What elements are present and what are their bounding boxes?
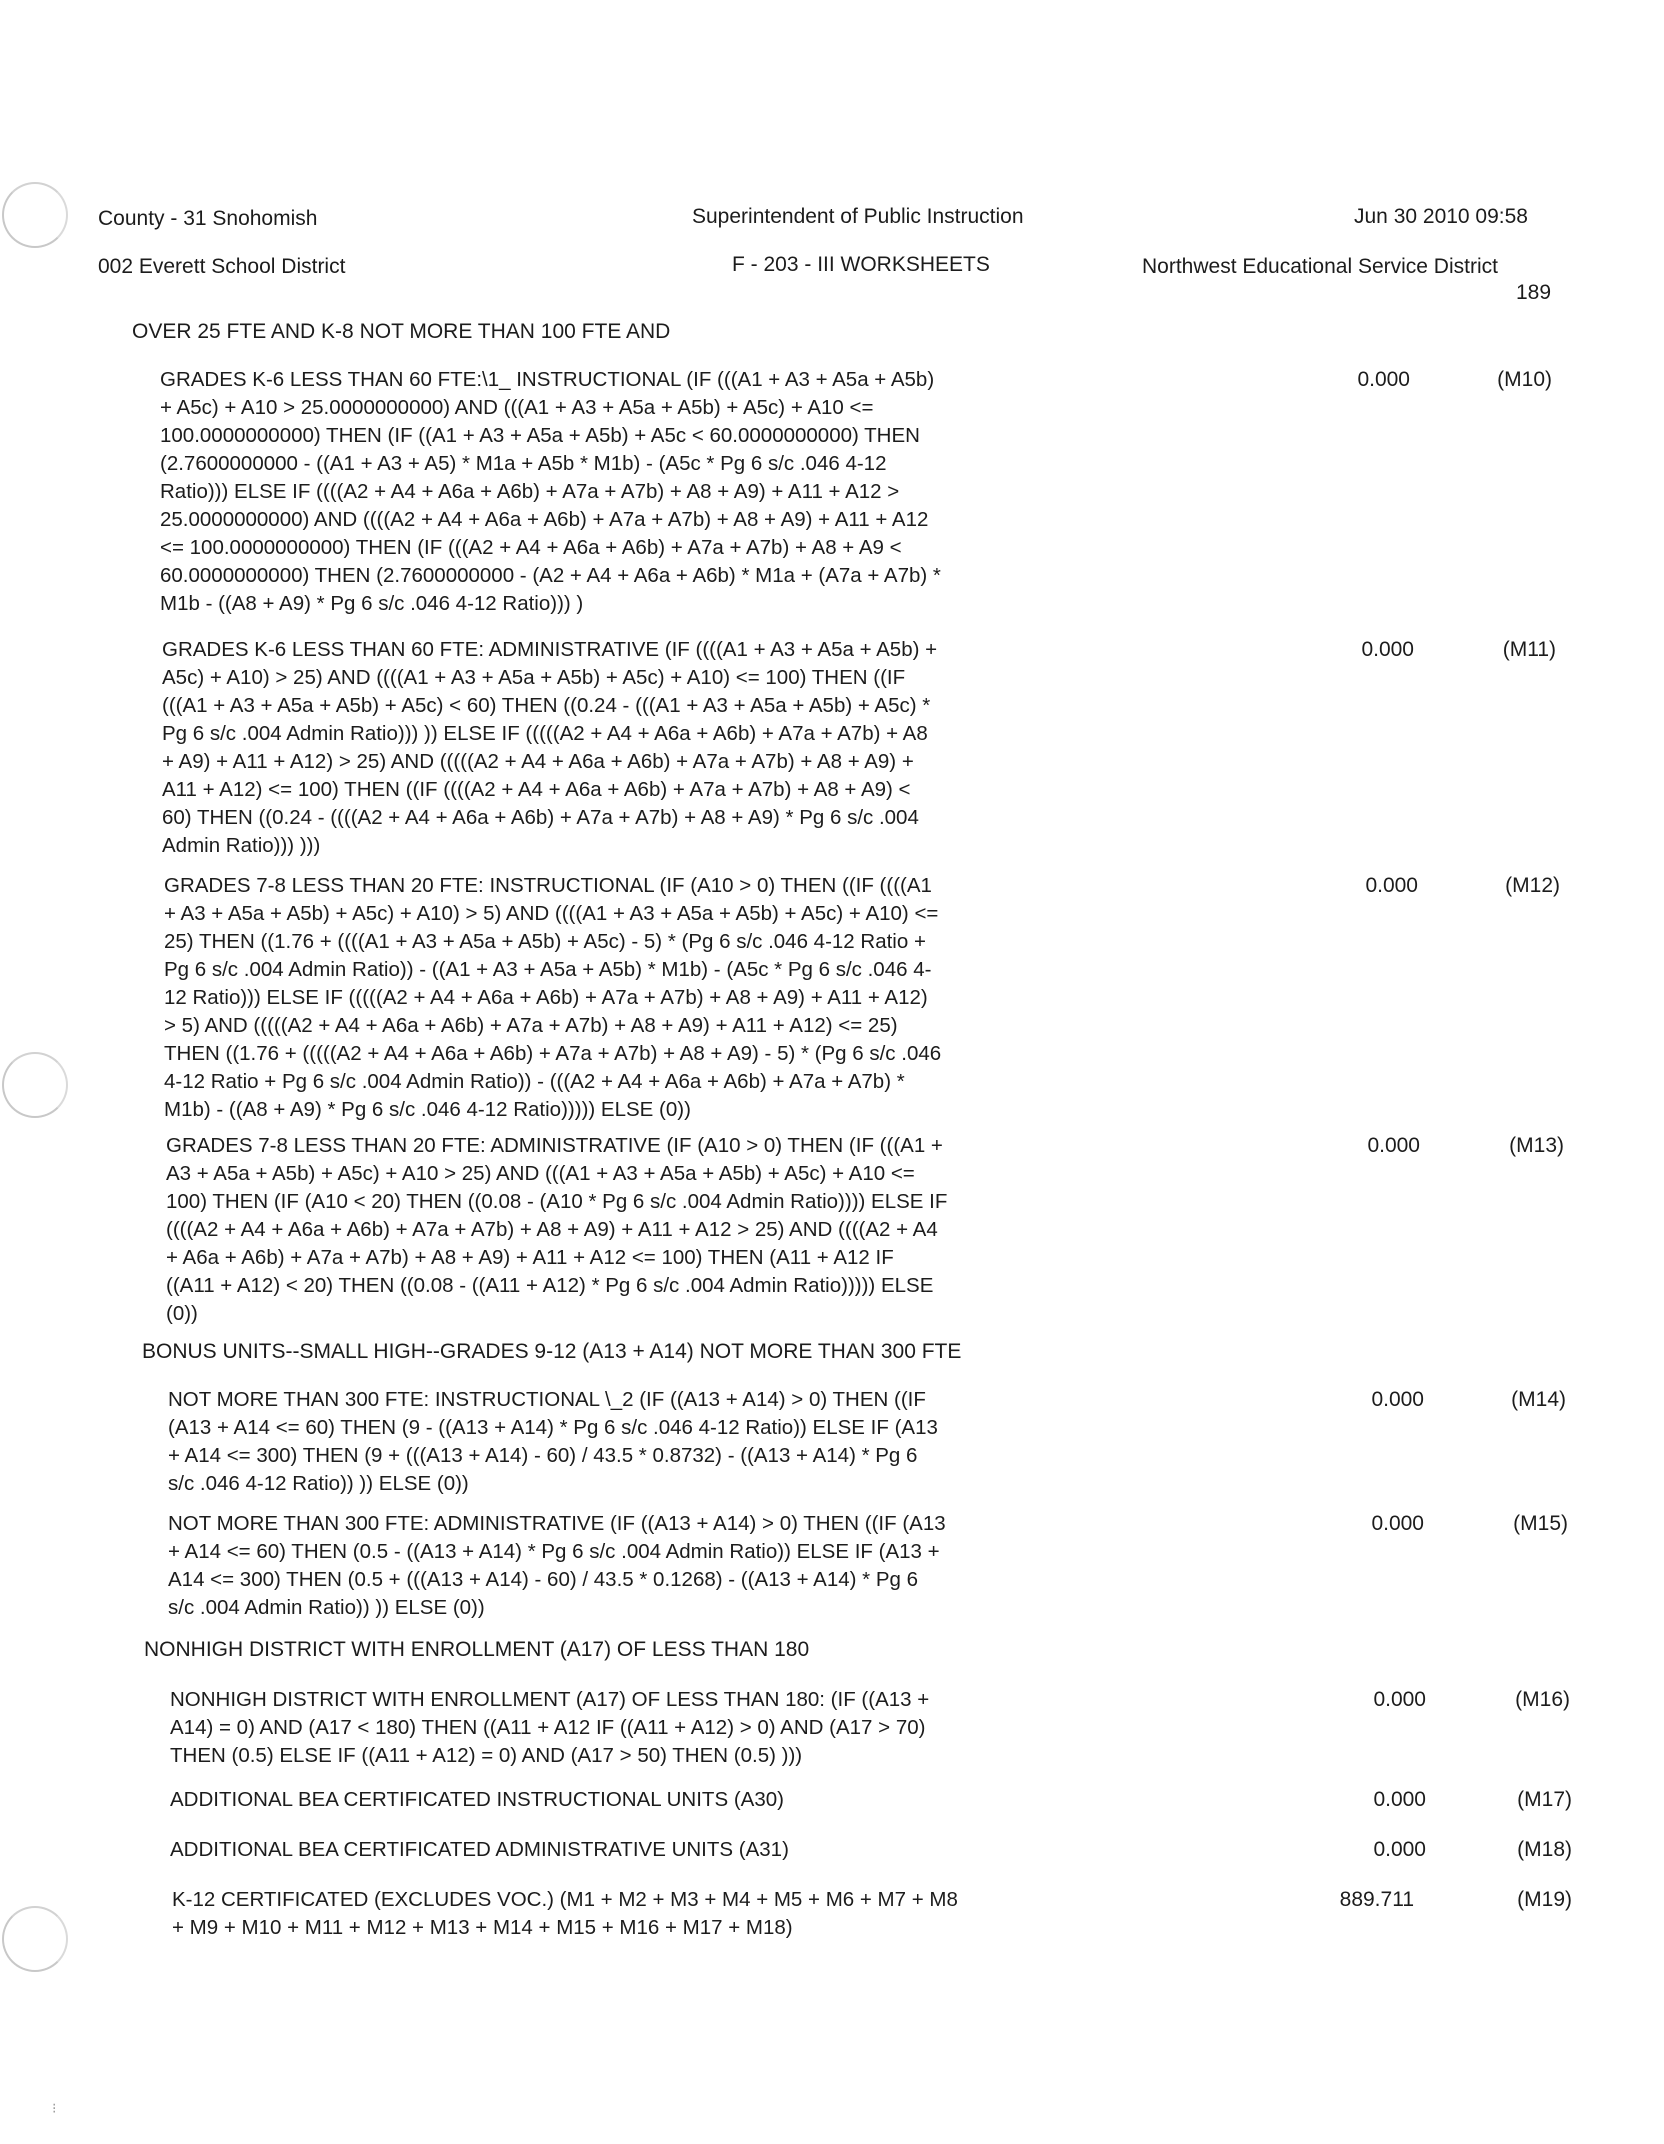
formula-text: GRADES 7-8 LESS THAN 20 FTE: INSTRUCTIONAL (IF (A10 > 0) THEN ((IF ((((A1 + A3 + A5a + A5b) + A5c) + A10) > 5) AND ((((A1 + A3 + A5a + A5b) + A5c) + A10) <= 25) THEN ((1.76 + ((((A1 + A3 + A5a + A5b) + A5c) - 5) * (Pg 6 s/c .046 4-12 Ratio + Pg 6 s/c .004 Admin Ratio)) - ((A1 + A3 + A5a + A5b) * M1b) - (A5c * Pg 6 s/c .046 4- 12 Ratio))) ELSE IF (((((A2 + A4 + A6a + A6b) + A7a + A7b) + A8 + A9) + A11 + A12) > 5) AND (((((A2 + A4 + A6a + A6b) + A7a + A7b) + A8 + A9) + A11 + A12) <= 25) THEN ((1.76 + (((((A2 + A4 + A6a + A6b) + A7a + A7b) + A8 + A9) - 5) * (Pg 6 s/c .046 4-12 Ratio + Pg 6 s/c .004 Admin Ratio)) - (((A2 + A4 + A6a + A6b) + A7a + A7b) * M1b) - ((A8 + A9) * Pg 6 s/c .046 4-12 Ratio))))) ELSE (0)) (164, 874, 942, 1121)
county-label: County - 31 Snohomish (98, 207, 318, 230)
line-code: (M17) (1517, 1788, 1572, 1811)
line-code: (M14) (1511, 1388, 1566, 1411)
agency-title: Superintendent of Public Instruction (692, 205, 1024, 228)
esd-number: 189 (1516, 281, 1552, 304)
esd-name: Northwest Educational Service District (1142, 255, 1498, 278)
line-code: (M16) (1515, 1688, 1570, 1711)
line-code: (M19) (1517, 1888, 1572, 1911)
unit-value: 0.000 (1371, 1512, 1424, 1535)
scan-speck: ⁝ (52, 2100, 57, 2116)
unit-value: 0.000 (1357, 368, 1410, 391)
formula-text: ADDITIONAL BEA CERTIFICATED INSTRUCTIONAL UNITS (A30) (170, 1788, 784, 1811)
unit-value: 0.000 (1373, 1788, 1426, 1811)
formula-text: GRADES K-6 LESS THAN 60 FTE: ADMINISTRATIVE (IF ((((A1 + A3 + A5a + A5b) + A5c) + A10) > 25) AND ((((A1 + A3 + A5a + A5b) + A5c) + A10) <= 100) THEN ((IF (((A1 + A3 + A5a + A5b) + A5c) < 60) THEN ((0.24 - (((A1 + A3 + A5a + A5b) + A5c) * Pg 6 s/c .004 Admin Ratio))) )) ELSE IF (((((A2 + A4 + A6a + A6b) + A7a + A7b) + A8 + A9) + A11 + A12) > 25) AND (((((A2 + A4 + A6a + A6b) + A7a + A7b) + A8 + A9) + A11 + A12) <= 100) THEN ((IF ((((A2 + A4 + A6a + A6b) + A7a + A7b) + A8 + A9) < 60) THEN ((0.24 - ((((A2 + A4 + A6a + A6b) + A7a + A7b) + A8 + A9) * Pg 6 s/c .004 Admin Ratio))) ))) (162, 638, 938, 857)
unit-value: 0.000 (1365, 874, 1418, 897)
formula-text: GRADES K-6 LESS THAN 60 FTE:\1_ INSTRUCTIONAL (IF (((A1 + A3 + A5a + A5b) + A5c) + A10 > 25.0000000000) AND (((A1 + A3 + A5a + A5b) + A5c) + A10 <= 100.0000000000) THEN (IF ((A1 + A3 + A5a + A5b) + A5c < 60.0000000000) THEN (2.7600000000 - ((A1 + A3 + A5) * M1a + A5b * M1b) - (A5c * Pg 6 s/c .046 4-12 Ratio))) ELSE IF ((((A2 + A4 + A6a + A6b) + A7a + A7b) + A8 + A9) + A11 + A12 > 25.0000000000) AND ((((A2 + A4 + A6a + A6b) + A7a + A7b) + A8 + A9) + A11 + A12 <= 100.0000000000) THEN (IF (((A2 + A4 + A6a + A6b) + A7a + A7b) + A8 + A9 < 60.0000000000) THEN (2.7600000000 - (A2 + A4 + A6a + A6b) * M1a + (A7a + A7b) * M1b - ((A8 + A9) * Pg 6 s/c .046 4-12 Ratio))) ) (160, 368, 941, 615)
line-code: (M10) (1497, 368, 1552, 391)
line-code: (M15) (1513, 1512, 1568, 1535)
section-heading-nonhigh-district: NONHIGH DISTRICT WITH ENROLLMENT (A17) OF LESS THAN 180 (144, 1638, 810, 1661)
formula-text: NOT MORE THAN 300 FTE: INSTRUCTIONAL \_2 (IF ((A13 + A14) > 0) THEN ((IF (A13 + A14 <= 60) THEN (9 - ((A13 + A14) * Pg 6 s/c .046 4-12 Ratio)) ELSE IF (A13 + A14 <= 300) THEN (9 + (((A13 + A14) - 60) / 43.5 * 0.8732) - ((A13 + A14) * Pg 6 s/c .046 4-12 Ratio)) )) ELSE (0)) (168, 1388, 938, 1495)
formula-text: NOT MORE THAN 300 FTE: ADMINISTRATIVE (IF ((A13 + A14) > 0) THEN ((IF (A13 + A14 <= 60) THEN (0.5 - ((A13 + A14) * Pg 6 s/c .004 Admin Ratio)) ELSE IF (A13 + A14 <= 300) THEN (0.5 + (((A13 + A14) - 60) / 43.5 * 0.1268) - ((A13 + A14) * Pg 6 s/c .004 Admin Ratio)) )) ELSE (0)) (168, 1512, 946, 1619)
line-code: (M13) (1509, 1134, 1564, 1157)
unit-value: 0.000 (1361, 638, 1414, 661)
unit-value: 0.000 (1367, 1134, 1420, 1157)
punch-hole-middle (2, 1052, 68, 1118)
report-datetime: Jun 30 2010 09:58 (1354, 205, 1528, 228)
line-code: (M11) (1502, 638, 1556, 661)
formula-text: K-12 CERTIFICATED (EXCLUDES VOC.) (M1 + M2 + M3 + M4 + M5 + M6 + M7 + M8 + M9 + M10 + M11 + M12 + M13 + M14 + M15 + M16 + M17 + M18) (172, 1888, 958, 1939)
line-code: (M18) (1517, 1838, 1572, 1861)
section-heading-over-25-fte: OVER 25 FTE AND K-8 NOT MORE THAN 100 FTE AND (132, 320, 671, 343)
line-code: (M12) (1505, 874, 1560, 897)
district-label: 002 Everett School District (98, 255, 346, 278)
unit-value: 0.000 (1371, 1388, 1424, 1411)
formula-text: GRADES 7-8 LESS THAN 20 FTE: ADMINISTRATIVE (IF (A10 > 0) THEN (IF (((A1 + A3 + A5a + A5b) + A5c) + A10 > 25) AND (((A1 + A3 + A5a + A5b) + A5c) + A10 <= 100) THEN (IF (A10 < 20) THEN ((0.08 - (A10 * Pg 6 s/c .004 Admin Ratio)))) ELSE IF ((((A2 + A4 + A6a + A6b) + A7a + A7b) + A8 + A9) + A11 + A12 > 25) AND ((((A2 + A4 + A6a + A6b) + A7a + A7b) + A8 + A9) + A11 + A12 <= 100) THEN (A11 + A12 IF ((A11 + A12) < 20) THEN ((0.08 - ((A11 + A12) * Pg 6 s/c .004 Admin Ratio))))) ELSE (0)) (166, 1134, 948, 1325)
formula-text: ADDITIONAL BEA CERTIFICATED ADMINISTRATIVE UNITS (A31) (170, 1838, 789, 1861)
punch-hole-bottom (2, 1906, 68, 1972)
unit-value: 0.000 (1373, 1838, 1426, 1861)
formula-text: NONHIGH DISTRICT WITH ENROLLMENT (A17) OF LESS THAN 180: (IF ((A13 + A14) = 0) AND (A17 < 180) THEN ((A11 + A12 IF ((A11 + A12) > 0) AND (A17 > 70) THEN (0.5) ELSE IF ((A11 + A12) = 0) AND (A17 > 50) THEN (0.5) ))) (170, 1688, 930, 1767)
form-title: F - 203 - III WORKSHEETS (732, 253, 990, 276)
unit-value: 889.711 (1339, 1888, 1414, 1911)
punch-hole-top (2, 182, 68, 248)
unit-value: 0.000 (1373, 1688, 1426, 1711)
section-heading-bonus-units: BONUS UNITS--SMALL HIGH--GRADES 9-12 (A13 + A14) NOT MORE THAN 300 FTE (142, 1340, 962, 1363)
